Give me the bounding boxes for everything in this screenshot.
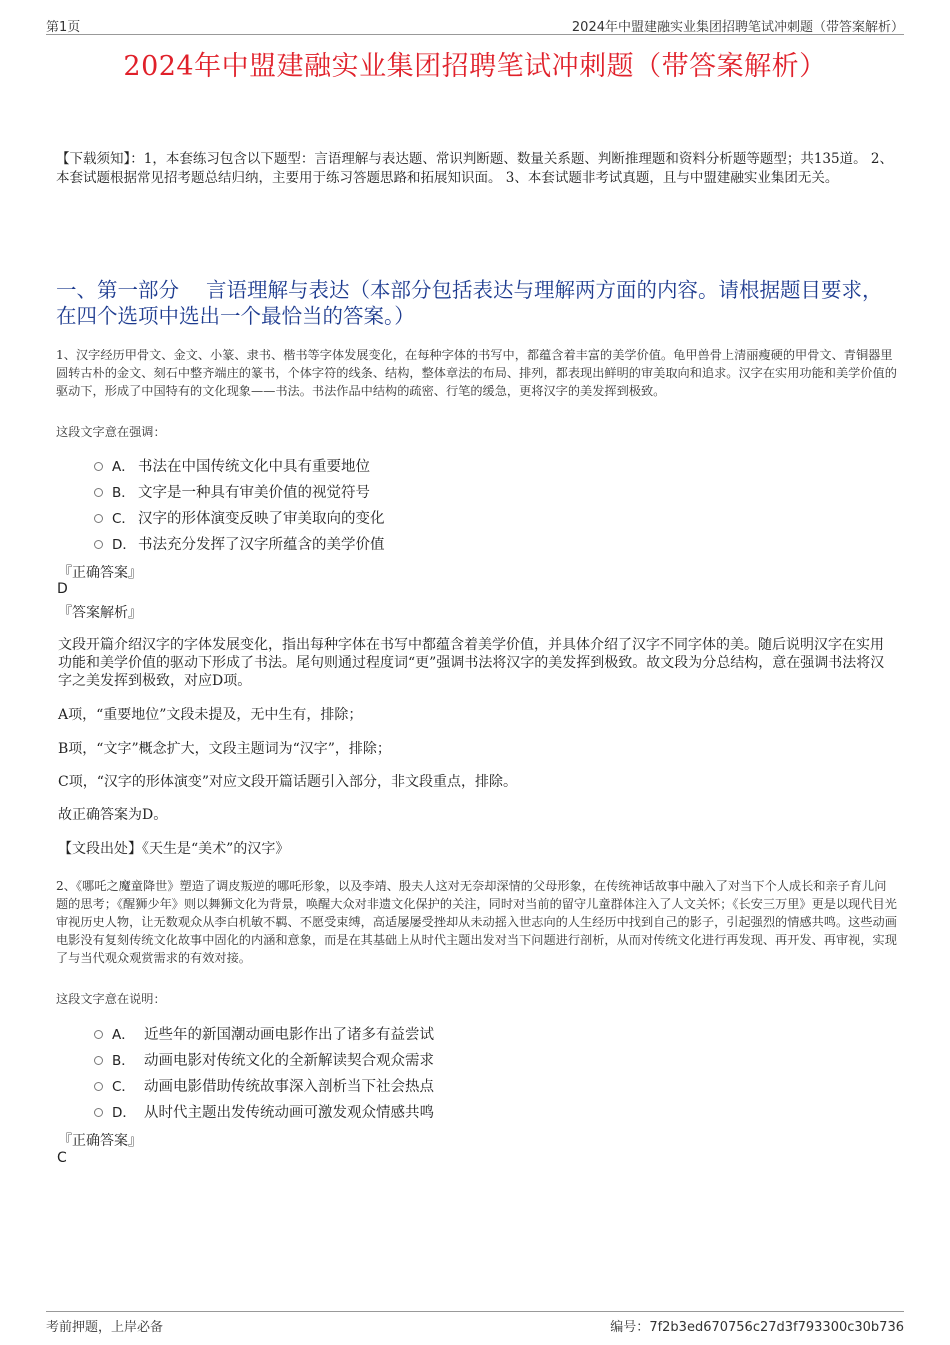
question-1-option-a[interactable] (94, 452, 385, 478)
correct-answer-value: D (57, 581, 68, 597)
running-title: 2024年中盟建融实业集团招聘笔试冲刺题（带答案解析） (571, 20, 904, 35)
footer-slogan: 考前押题，上岸必备 (46, 1320, 164, 1335)
code-value: 7f2b3ed670756c27d3f793300c30b736 (649, 1320, 904, 1335)
radio-icon[interactable] (94, 1082, 103, 1091)
option-text: 从时代主题出发传统动画可激发观众情感共鸣 (144, 1104, 434, 1121)
radio-icon[interactable] (94, 540, 103, 549)
download-notice: 【下载须知】：1，本套练习包含以下题型：言语理解与表达题、常识判断题、数量关系题、判断推理题和资料分析题等题型；共135道。 2、本套试题根据常见招考题总结归纳，主要用于练习答题思路和拓展知识面。 3、本套试题非考试真题，且与中盟建融实业集团无关。 (56, 151, 893, 186)
correct-answer-value: C (57, 1150, 67, 1166)
question-2-options (94, 1020, 434, 1124)
question-1-text: 1、汉字经历甲骨文、金文、小篆、隶书、楷书等字体发展变化，在每种字体的书写中，都蕴含着丰富的美学价值。龟甲兽骨上清丽瘦硬的甲骨文、青铜器里圆转古朴的金文、刻石中整齐端庄的篆书，个体字符的线条、结构，整体章法的布局、排列，都表现出鲜明的审美取向和追求。汉字在实用功能和美学价值的驱动下，形成了中国特有的文化现象——书法。书法作品中结构的疏密、行笔的缓急，更将汉字的美发挥到极致。 (56, 348, 897, 398)
option-letter: D． (112, 1105, 136, 1121)
option-text: 书法充分发挥了汉字所蕴含的美学价值 (138, 536, 385, 553)
page-header (46, 14, 904, 35)
question-2-option-a[interactable] (94, 1020, 434, 1046)
question-2-option-b[interactable] (94, 1046, 434, 1072)
radio-icon[interactable] (94, 1108, 103, 1117)
document-title: 2024年中盟建融实业集团招聘笔试冲刺题（带答案解析） (123, 51, 827, 82)
option-text: 文字是一种具有审美价值的视觉符号 (138, 484, 370, 501)
question-1-option-d[interactable] (94, 530, 385, 556)
option-letter: B． (112, 1053, 135, 1069)
question-1-option-c[interactable] (94, 504, 385, 530)
correct-answer-label: 『正确答案』 (58, 1133, 142, 1149)
question-2-option-c[interactable] (94, 1072, 434, 1098)
page-footer (46, 1311, 904, 1338)
analysis-paragraph: C项，“汉字的形体演变”对应文段开篇话题引入部分，非文段重点，排除。 (58, 774, 518, 790)
question-1-option-b[interactable] (94, 478, 385, 504)
question-2-prompt: 这段文字意在说明： (56, 992, 166, 1006)
option-letter: D． (112, 537, 136, 553)
radio-icon[interactable] (94, 462, 103, 471)
radio-icon[interactable] (94, 1056, 103, 1065)
analysis-paragraph: B项，“文字”概念扩大，文段主题词为“汉字”，排除； (58, 741, 391, 757)
question-1-options (94, 452, 385, 556)
option-text: 近些年的新国潮动画电影作出了诸多有益尝试 (144, 1026, 434, 1043)
option-letter: C． (112, 1079, 135, 1095)
analysis-paragraph: 文段开篇介绍汉字的字体发展变化，指出每种字体在书写中都蕴含着美学价值，并具体介绍了汉字不同字体的美。随后说明汉字在实用功能和美学价值的驱动下形成了书法。尾句则通过程度词“更”强调书法将汉字的美发挥到极致。故文段为分总结构，意在强调书法将汉字之美发挥到极致，对应D项。 (58, 637, 885, 689)
question-2-option-d[interactable] (94, 1098, 434, 1124)
option-text: 动画电影对传统文化的全新解读契合观众需求 (144, 1052, 434, 1069)
option-letter: C． (112, 511, 135, 527)
radio-icon[interactable] (94, 1030, 103, 1039)
document-code (610, 1316, 904, 1335)
correct-answer-label: 『正确答案』 (58, 565, 142, 581)
question-2-text: 2、《哪吒之魔童降世》塑造了调皮叛逆的哪吒形象，以及李靖、殷夫人这对无奈却深情的父母形象，在传统神话故事中融入了对当下个人成长和亲子育儿问题的思考；《醒狮少年》则以舞狮文化为背景，唤醒大众对非遗文化保护的关注，同时对当前的留守儿童群体注入了人文关怀；《长安三万里》更是以现代目光审视历史人物，让无数观众从李白机敏不羁、不愿受束缚，高适屡屡受挫却从未动摇入世志向的人生经历中找到自己的影子，引起强烈的情感共鸣。这些动画电影没有复刻传统文化故事中固化的内涵和意象，而是在其基础上从时代主题出发对当下问题进行剖析，从而对传统文化进行再发现、再开发、再审视，实现了与当代观众观赏需求的有效对接。 (56, 879, 897, 965)
analysis-label: 『答案解析』 (58, 605, 142, 621)
analysis-paragraph: 故正确答案为D。 (58, 807, 168, 823)
section-heading: 一、第一部分 言语理解与表达（本部分包括表达与理解两方面的内容。请根据题目要求，在四个选项中选出一个最恰当的答案。） (56, 278, 883, 328)
text-source: 【文段出处】《天生是“美术”的汉字》 (58, 841, 290, 857)
option-letter: A． (112, 459, 135, 475)
option-letter: B． (112, 485, 135, 501)
question-1-prompt: 这段文字意在强调： (56, 425, 166, 439)
option-text: 动画电影借助传统故事深入剖析当下社会热点 (144, 1078, 434, 1095)
radio-icon[interactable] (94, 514, 103, 523)
radio-icon[interactable] (94, 488, 103, 497)
page-number: 第1页 (46, 20, 81, 35)
code-label: 编号： (610, 1320, 650, 1335)
option-letter: A． (112, 1027, 135, 1043)
analysis-paragraph: A项，“重要地位”文段未提及，无中生有，排除； (58, 707, 363, 723)
option-text: 书法在中国传统文化中具有重要地位 (138, 458, 370, 475)
option-text: 汉字的形体演变反映了审美取向的变化 (138, 510, 385, 527)
